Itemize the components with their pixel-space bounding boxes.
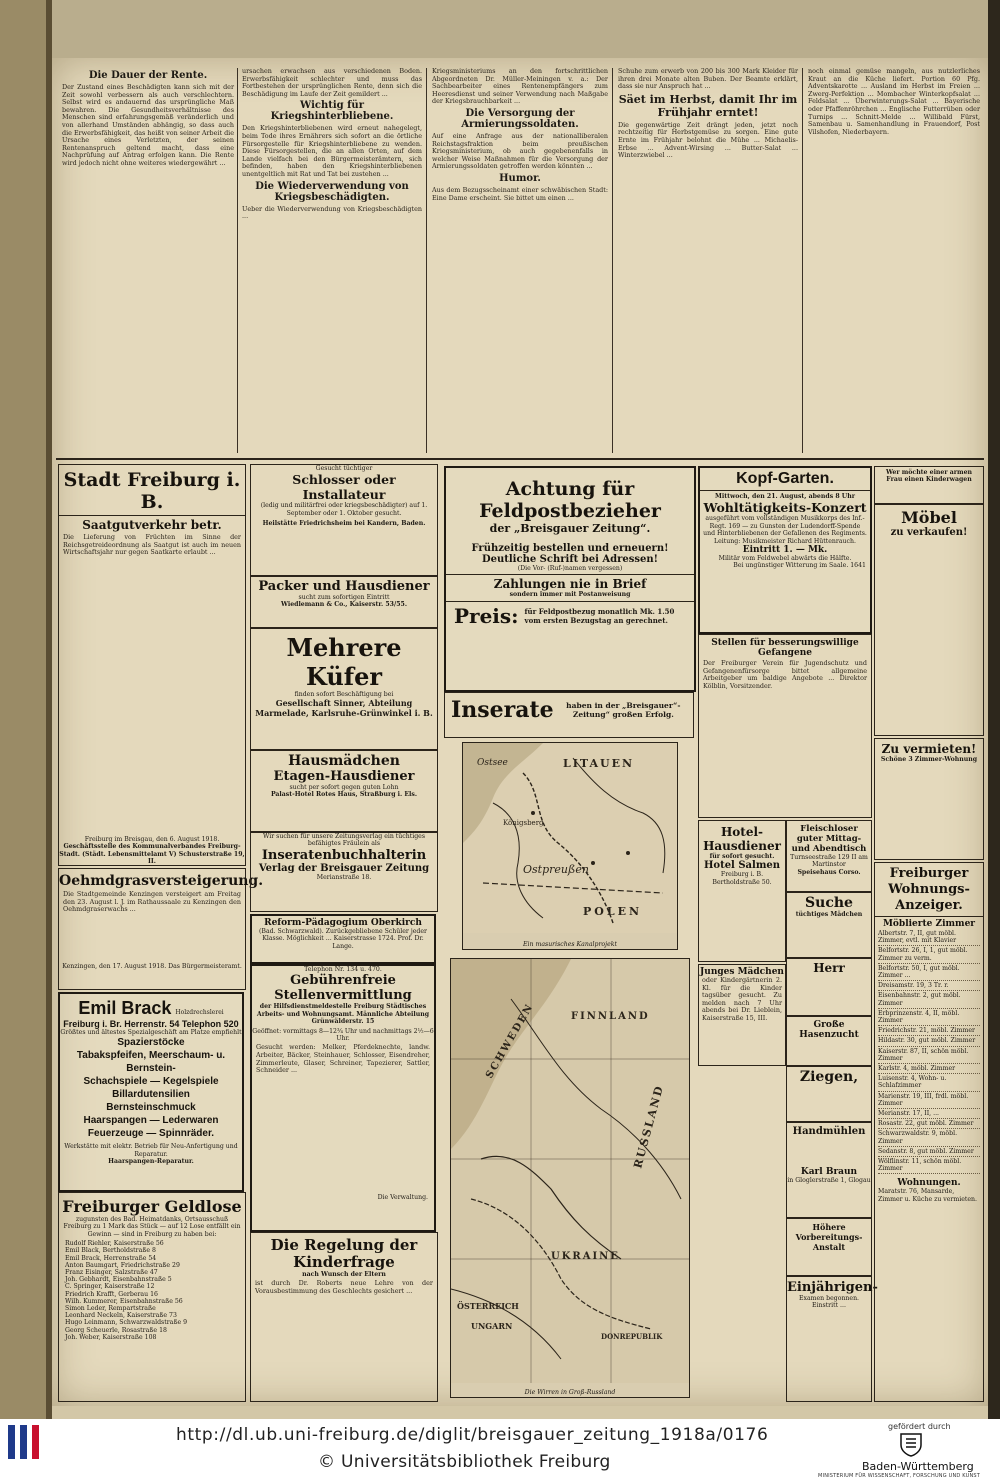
ad-body: finden sofort Beschäftigung bei <box>294 691 394 698</box>
ad-address: in Gloglerstraße 1, Glogau <box>787 1177 871 1184</box>
ad-kuefer <box>250 628 438 750</box>
list-item: Luisenstr. 4, Wohn- u. Schlafzimmer <box>878 1074 980 1091</box>
ad-title: Kopf-Garten. <box>736 470 834 487</box>
list-item: Rudolf Riehler, Kaiserstraße 56 <box>65 1240 164 1248</box>
ad-packer <box>250 576 438 628</box>
ad-firm: Gesellschaft Sinner, Abteilung Marmelade, Karlsruhe-Grünwinkel i. B. <box>255 698 433 719</box>
ad-title: Große Hasenzucht <box>799 1020 859 1040</box>
ad-title: Die Regelung der Kinderfrage <box>270 1236 418 1271</box>
list-item: Schwarzwaldstr. 9, möbl. Zimmer <box>878 1129 980 1146</box>
right-shadow-edge <box>988 0 1000 1419</box>
ad-title: Inserate <box>451 697 554 723</box>
map-label: POLEN <box>583 905 643 918</box>
funded-by-label: gefördert durch <box>888 1422 951 1431</box>
ad-body: Die Stadtgemeinde Kenzingen versteigert am Freitag den 23. August l. J. im Rathaussaale zu Kenzingen den Oehmdgraserwachs ... <box>63 890 244 914</box>
column-3-top <box>432 67 611 458</box>
ad-title: Handmühlen <box>792 1126 866 1137</box>
ad-firm: Karl Braun <box>800 1167 858 1177</box>
ad-title: Ziegen, <box>799 1069 859 1085</box>
article-body: Schuhe zum erwerb von 200 bis 300 Mark Kleider für ihren drei Monate alten Buben. Der Beamte erklärt, dass sie nur Anspruch hat ... <box>618 67 801 91</box>
map-label: FINNLAND <box>571 1011 650 1022</box>
scan-top-margin <box>0 0 1000 58</box>
ad-sign: Kenzingen, den 17. August 1918. Das Bürgermeisteramt. <box>62 963 242 970</box>
column-rule <box>237 68 238 453</box>
ad-title: Oehmdgrasversteigerung. <box>59 873 264 889</box>
ad-address: Freiburg i. B. Bertholdstraße 50. <box>712 871 772 886</box>
ad-title: Einjährigen- <box>787 1280 878 1295</box>
ad-stellenvermittlung <box>250 964 436 1232</box>
list-item: Karlstr. 4, möbl. Zimmer <box>878 1064 980 1074</box>
column-4-top <box>618 67 801 458</box>
ad-title: Junges Mädchen <box>700 967 784 977</box>
map-masurisches-kanalprojekt <box>462 742 678 950</box>
article-body: Kriegsministeriums an den fortschrittlichen Abgeordneten Dr. Müller-Meiningen v. a.: Der Sachbearbeiter eines Rentenempfängers zum Heeresdienst und seiner Verwendung nach Maßgabe der Kriegsbrauchbarkeit ... <box>432 67 611 106</box>
article-body: Den Kriegshinterbliebenen wird erneut nahegelegt, beim Tode ihres Ernährers sich sofort an die örtliche Fürsorgestelle für Kriegshinterbliebene zu wenden. Diese Fürsorgestellen, die an allen Orten, auf dem Lande vielfach bei den Bürgermeisterämtern, sich befinden, haben den Kriegshinterbliebenen unentgeltlich mit Rat und Tat bei zustehen ... <box>242 124 425 178</box>
ad-schlosser <box>250 464 438 576</box>
article-title: Die Dauer der Rente. <box>88 70 208 81</box>
ad-title: Freiburger Wohnungs-Anzeiger. <box>888 866 970 913</box>
logo-bar <box>8 1425 15 1459</box>
ad-phone: Telephon Nr. 134 u. 470. <box>304 966 382 973</box>
map-label: SCHWEDEN <box>484 1001 537 1081</box>
article-title: Humor. <box>499 172 541 184</box>
ad-address: Merianstraße 18. <box>316 873 372 881</box>
list-item: Wilh. Kummerer, Eisenbahnstraße 56 <box>65 1297 183 1305</box>
ad-line: Größtes und ältestes Spezialgeschäft am Platze empfiehlt <box>60 1029 242 1036</box>
ad-inserate <box>444 692 694 738</box>
archive-footer <box>0 1419 1000 1479</box>
ad-line: sondern immer mit Postanweisung <box>509 591 631 599</box>
map-label: RUSSLAND <box>631 1083 667 1170</box>
ad-hotel-hausdiener <box>698 820 786 962</box>
ad-subtitle: zu verkaufen! <box>890 527 968 538</box>
ad-line: Zahlungen nie in Brief <box>493 577 647 592</box>
list-item: Friedrich Krafft, Gerberau 16 <box>65 1290 158 1298</box>
ad-firm: Hotel Salmen <box>703 860 781 872</box>
ad-event: Wohltätigkeits-Konzert <box>703 500 867 516</box>
book-binding-edge <box>0 0 52 1419</box>
ad-suche-maedchen <box>786 892 872 958</box>
article-body: Ueber die Wiederverwendung von Kriegsbeschädigten ... <box>242 204 425 221</box>
ad-header: Gesucht tüchtiger <box>315 465 373 472</box>
coat-of-arms-icon <box>897 1431 925 1457</box>
ad-line: Frühzeitig bestellen und erneuern! <box>471 543 669 554</box>
ad-hausmaedchen <box>250 750 438 832</box>
list-item: Simon Leder, Rempartstraße <box>65 1305 156 1313</box>
ad-body: Gesucht werden: Melker, Pferdeknechte, landw. Arbeiter, Bäcker, Steinhauer, Schlosser, Eisendreher, Zimmerleute, Glaser, Schreiner, Tapezierer, Sattler, Schneider ... <box>256 1043 433 1075</box>
article-body: Die gegenwärtige Zeit drängt jeden, jetzt noch rechtzeitig für Herbstgemüse zu sorgen. Eine gute Ernte im Frühjahr belohnt die Mühe ... Michaelis-Erbse ... Advent-Wirsing ... Butter-Salat ... Winterzwiebel ... <box>618 120 801 160</box>
ad-title: Hotel-Hausdiener <box>703 825 781 853</box>
list-item: Belfortstr. 50, I, gut möbl. Zimmer ... <box>878 964 980 981</box>
list-item: Eisenbahnstr. 2, gut möbl. Zimmer <box>878 991 980 1008</box>
price-text: für Feldpostbezug monatlich Mk. 1.50 vom ersten Bezugstag an gerechnet. <box>524 606 675 625</box>
ad-subtitle: Saatgutverkehr betr. <box>82 518 222 532</box>
ministry-label: MINISTERIUM FÜR WISSENSCHAFT, FORSCHUNG UND KUNST <box>818 1473 981 1479</box>
map-caption: Ein masurisches Kanalprojekt <box>523 940 617 948</box>
section-heading: Möblierte Zimmer <box>882 919 976 929</box>
column-rule <box>802 68 803 453</box>
ad-price: Eintritt 1. — Mk. <box>742 545 828 556</box>
ad-body: (Bad. Schwarzwald). Zurückgebliebene Schüler jeder Klasse. Möglichkeit ... Kaiserstrasse 1724. Prof. Dr. Lange. <box>259 928 427 950</box>
ad-office: Geschäftsstelle des Kommunalverbandes Freiburg-Stadt. (Städt. Lebensmittelamt V) Schusterstraße 19, II. <box>59 843 245 866</box>
ad-kinderwagen <box>874 466 984 504</box>
ad-footer: Werkstätte mit elektr. Betrieb für Neu-Anfertigung und Reparatur. <box>64 1143 238 1158</box>
ad-body: Wir suchen für unsere Zeitungsverlag ein tüchtiges befähigtes Fräulein als <box>263 833 425 848</box>
ad-body: oder Kindergärtnerin 2. Kl. für die Kinder tagsüber gesucht. Zu melden nach 7 Uhr abends bei Dr. Lieblein, Kaiserstraße 15, III. <box>702 976 785 1022</box>
list-item: Franz Eisinger, Salzstraße 47 <box>65 1269 158 1277</box>
ad-inseratenbuchhalterin <box>250 832 438 912</box>
list-item: Emil Black, Bertholdstraße 8 <box>65 1247 156 1255</box>
map-label: Königsberg <box>503 819 544 827</box>
map-drawing <box>463 743 677 949</box>
list-item: Georg Scheuerle, Rosastraße 18 <box>65 1326 167 1334</box>
ad-besserung <box>698 634 872 818</box>
column-2-top <box>242 67 425 458</box>
ad-body: ist durch Dr. Roberts neue Lehre von der Vorausbestimmung des Geschlechts gesichert ... <box>255 1279 436 1295</box>
article-title: Die Wiederverwendung von Kriegsbeschädigten. <box>255 180 409 203</box>
list-item: Wölflinstr. 11, schön möbl. Zimmer <box>878 1157 980 1174</box>
ad-title: Mehrere Küfer <box>286 633 402 691</box>
ad-address: Turnseestraße 129 II am Martinstor <box>790 854 868 869</box>
ad-mittagstisch <box>786 820 872 892</box>
ad-body: Examen begonnen. Einstritt ... <box>798 1295 860 1310</box>
ad-title: Zu vermieten! <box>881 742 977 756</box>
list-item: Feuerzeuge — Spinnräder. <box>87 1128 215 1140</box>
ad-date: Freiburg im Breisgau, den 6. August 1918. <box>84 836 220 843</box>
ad-note: Militär vom Feldwebel abwärts die Hälfte. <box>718 555 852 563</box>
ad-title: Inseratenbuchhalterin <box>261 847 427 863</box>
ad-title: Achtung für Feldpostbezieher <box>479 478 661 522</box>
article-title: Wichtig für Kriegshinterbliebene. <box>270 100 394 123</box>
ad-subtitle: der Hilfsdienstmeldestelle Freiburg Städtisches Arbeits- und Wohnungsamt. Männliche Abteilung Grünwälderstr. 15 <box>256 1003 430 1026</box>
state-logo-text: Baden-Württemberg <box>862 1460 974 1473</box>
column-5-top <box>808 67 983 458</box>
ad-date: Mittwoch, den 21. August, abends 8 Uhr <box>715 493 855 500</box>
ad-sign: Die Verwaltung. <box>377 1194 428 1202</box>
ad-feldpost <box>444 466 696 692</box>
ad-body: Der Freiburger Verein für Jugendschutz und Gefangenenfürsorge bittet allgemeine Arbeitgeber um baldige Angebote ... Direktor Kölblin, Vorsitzender. <box>703 659 870 690</box>
ad-title: Emil Brack <box>78 998 172 1018</box>
source-url-link[interactable]: http://dl.ub.uni-freiburg.de/diglit/breisgauer_zeitung_1918a/0176 <box>176 1425 769 1445</box>
ad-subtitle: Holzdrechslerei <box>175 1009 224 1016</box>
list-item: Leonhard Neckeln, Kaiserstraße 73 <box>65 1312 177 1320</box>
ad-reform-paedagogium <box>250 914 436 964</box>
ad-emil-brack <box>58 992 244 1192</box>
ad-subtitle: haben in der „Breisgauer“-Zeitung“ großen Erfolg. <box>566 701 681 719</box>
list-item: Billardutensilien <box>112 1089 190 1101</box>
ad-line: Deutliche Schrift bei Adressen! <box>481 554 659 565</box>
list-item: Anton Baumgart, Friedrichstraße 29 <box>65 1261 180 1269</box>
list-item: Albertstr. 7, II, gut möbl. Zimmer, evtl. mit Klavier <box>878 929 980 946</box>
list-item: Rosastr. 22, gut möbl. Zimmer <box>878 1119 980 1129</box>
newspaper-page <box>52 58 988 1406</box>
column-1-top <box>62 68 237 458</box>
list-item: Dreisamstr. 19, 3 Tr. r. <box>878 981 980 991</box>
listing-list <box>875 929 983 1174</box>
ad-vorbereitung <box>786 1218 872 1276</box>
logo-bar <box>32 1425 39 1459</box>
ad-firm: Verlag der Breisgauer Zeitung <box>258 862 430 874</box>
article-body: ursachen erwachsen aus verschiedenen Boden. Erwerbsfähigkeit schlechter und muss das Fortbestehen der ursprünglichen Rente, denn sich die Beschädigung im Laufe der Zeit gemildert ... <box>242 67 425 98</box>
article-title: Die Versorgung der Armierungssoldaten. <box>461 107 579 130</box>
ad-title: Suche <box>805 895 853 911</box>
list-item: Marienstr. 19, III, frdl. möbl. Zimmer <box>878 1092 980 1109</box>
vendor-list <box>59 1238 245 1343</box>
map-label: UKRAINE <box>551 1251 620 1262</box>
article-body: Aus dem Bezugsscheinamt einer schwäbischen Stadt: Eine Dame erscheint. Sie bittet um einen ... <box>432 185 611 202</box>
ad-body: (ledig und militärfrei oder kriegsbeschädigter) auf 1. September oder 1. Oktober gesucht. <box>260 502 428 517</box>
list-item: Hugo Leinmann, Schwarzwaldstraße 9 <box>65 1319 188 1327</box>
ad-title: Fleischloser guter Mittag- und Abendtisch <box>791 824 867 854</box>
ad-address: Freiburg i. Br. Herrenstr. 54 Telephon 520 <box>63 1019 239 1029</box>
article-body: Auf eine Anfrage aus der nationalliberalen Reichstagsfraktion beim preußischen Kriegsministerium, ob auch gegebenenfalls in welcher Weise Maßnahmen für die Versorgung der Armierungssoldaten getroffen werden könnten ... <box>432 131 611 171</box>
ad-oehmdgras <box>58 868 264 990</box>
ad-kinderfrage <box>250 1232 438 1402</box>
ad-title: Wer möchte einer armen Frau einen Kinderwagen <box>885 469 973 484</box>
ad-title: Hausmädchen <box>288 753 400 769</box>
list-item: Erbprinzenstr. 4, II, möbl. Zimmer <box>878 1009 980 1026</box>
ad-title: Packer und Hausdiener <box>258 579 430 594</box>
list-item: Belfortstr. 26, I, 1, gut möbl. Zimmer zu verm. <box>878 946 980 963</box>
ad-kopf-garten <box>698 466 872 634</box>
ad-stadt-freiburg <box>58 464 246 866</box>
map-label: Ostpreußen <box>523 863 589 876</box>
ad-geldlose <box>58 1192 246 1402</box>
list-item: Haarspangen — Lederwaren <box>83 1115 219 1127</box>
ad-lead: Leitung: Musikmeister Richard Hüttenrauch. <box>714 537 856 545</box>
ad-subtitle: für sofort gesucht. <box>709 853 775 860</box>
ad-line: (Die Vor- (Ruf-)namen vergessen) <box>517 565 623 572</box>
list-item: Joh. Gebhardt, Eisenbahnstraße 5 <box>65 1276 172 1284</box>
ad-title: Stellen für besserungswillige Gefangene <box>711 638 859 658</box>
ad-subtitle: Schöne 3 Zimmer-Wohnung <box>880 756 978 763</box>
map-label: UNGARN <box>471 1321 513 1331</box>
ad-hours: Geöffnet: vormittags 8—12¾ Uhr und nachmittags 2½—6 Uhr. <box>252 1027 434 1043</box>
list-item: Spazierstöcke <box>117 1037 185 1049</box>
section-heading: Wohnungen. <box>897 1178 961 1189</box>
ad-body: Die Lieferung von Früchten im Sinne der Reichsgetreideordnung als Saatgut ist auch im neuen Wirtschaftsjahr nur gegen Saatkarte erlaubt ... <box>63 533 244 557</box>
list-item: Joh. Weber, Kaiserstraße 108 <box>65 1333 157 1341</box>
list-item: Emil Brack, Herrenstraße 54 <box>65 1254 157 1262</box>
ad-title: Gebührenfreie Stellenvermittlung <box>274 973 412 1004</box>
map-label: DONREPUBLIK <box>601 1332 663 1341</box>
ad-item-list <box>60 1036 242 1140</box>
ad-footer-2: Haarspangen-Reparatur. <box>108 1158 194 1166</box>
ad-wohnungs-anzeiger <box>874 862 984 1402</box>
ad-handmuehlen <box>786 1122 872 1218</box>
ad-firm: Heilstätte Friedrichsheim bei Kandern, Baden. <box>262 520 426 528</box>
logo-bar <box>20 1425 27 1459</box>
ad-title: Reform-Pädagogium Oberkirch <box>264 918 422 928</box>
column-rule <box>426 68 427 453</box>
map-label: LITAUEN <box>563 757 635 770</box>
ad-zu-vermieten <box>874 738 984 860</box>
map-gross-russland <box>450 958 690 1398</box>
list-item: Kaiserstr. 87, II, schön möbl. Zimmer <box>878 1047 980 1064</box>
ad-title: Möbel <box>901 508 957 527</box>
ad-body: zugunsten des Bad. Heimatdanks, Ortsausschuß Freiburg zu 1 Mark das Stück — auf 12 Lose entfällt ein Gewinn — sind in Freiburg zu haben bei: <box>63 1216 241 1238</box>
ad-title: Freiburger Geldlose <box>62 1197 242 1216</box>
list-item: Bernsteinschmuck <box>106 1102 196 1114</box>
article-body: Der Zustand eines Beschädigten kann sich mit der Zeit sowohl verbessern als auch verschlechtern. Selbst wird es andauernd das ursprüngliche Maß bewahren. Die Gesundheitsverhältnisse des Menschen sind erfahrungsgemäß veränderlich und von allerhand Umständen abhängig, so dass auch die Erwerbsfähigkeit, das heißt von seiner Arbeit die Ursache eines Verletzten, der seinen Rentenanspruch geltend macht, dass eine Nachprüfung auf Antrag erfolgen kann. Die Rente wird jedoch nicht ohne weiteres wiedergewährt ... <box>62 83 237 167</box>
ad-title-2: Etagen-Hausdiener <box>273 769 415 784</box>
article-body: noch einmal gemüse mangeln, aus nutzlerliches Kraut an die Küche liefert. Portion 60 Pfg. Adventskarotte ... Ausland im Herbst im Freien ... Zwerg-Perfektion ... Mombacher Winterkopfsalat ... Feldsalat ... Überwinterungs-Salat ... Bayerische oder Pfaffenröhrchen ... Englische Futterrüben oder Turnips ... Schnitt-Melde ... Willibald Fürst, Samenbau u. Samenhandlung in Frauendorf, Post Vilshofen, Niederbayern. <box>808 67 983 136</box>
ad-title: Stadt Freiburg i. B. <box>63 469 241 513</box>
ad-body: sucht zum sofortigen Eintritt <box>298 594 390 601</box>
price-label: Preis: <box>454 603 519 628</box>
ad-note-2: Bei ungünstiger Witterung im Saale. 1641 <box>733 562 866 570</box>
map-label: ÖSTERREICH <box>457 1301 519 1311</box>
ad-ziegen <box>786 1066 872 1122</box>
ad-hasenzucht <box>786 1016 872 1066</box>
ad-title: Höhere Vorbereitungs-Anstalt <box>795 1222 863 1252</box>
ad-subtitle: tüchtiges Mädchen <box>795 911 863 918</box>
ad-junges-maedchen <box>698 964 786 1066</box>
list-item: C. Springer, Kaiserstraße 12 <box>65 1283 155 1291</box>
ad-body: ausgeführt vom vollständigen Musikkorps des Inf.-Regt. 169 — zu Gunsten der Ludendorff-Spende und Hinterbliebenen der Gefallenen des Regiments. <box>703 515 867 538</box>
listing-item: Maratstr. 76, Mansarde, Zimmer u. Küche zu vermieten. <box>878 1188 978 1203</box>
list-item: Merianstr. 17, II, ... <box>878 1109 980 1119</box>
list-item: Tabakspfeifen, Meerschaum- u. Bernstein- <box>76 1050 226 1075</box>
column-rule <box>612 68 613 453</box>
ad-einjaehrigen <box>786 1276 878 1402</box>
map-caption: Die Wirren in Groß-Russland <box>524 1388 616 1396</box>
ad-firm: Speisehaus Corso. <box>797 868 861 876</box>
list-item: Sedanstr. 8, gut möbl. Zimmer <box>878 1147 980 1157</box>
article-title: Säet im Herbst, damit Ihr im Frühjahr erntet! <box>618 92 798 119</box>
map-label: Ostsee <box>477 758 508 768</box>
ad-moebel <box>874 504 984 736</box>
list-item: Friedrichstr. 21, möbl. Zimmer <box>878 1026 980 1036</box>
map-drawing <box>451 959 689 1383</box>
copyright-notice: © Universitätsbibliothek Freiburg <box>318 1452 611 1472</box>
ad-firm: Palast-Hotel Rotes Haus, Straßburg i. Els. <box>270 791 418 799</box>
ad-firm: Wiedlemann & Co., Kaiserstr. 53/55. <box>281 601 407 609</box>
list-item: Schachspiele — Kegelspiele <box>83 1076 219 1088</box>
section-divider <box>56 458 984 460</box>
ad-herr <box>786 958 872 1016</box>
ad-subtitle: der „Breisgauer Zeitung“. <box>489 522 651 535</box>
ad-body: sucht per sofort gegen guten Lohn <box>289 784 399 791</box>
ad-title: Herr <box>813 961 845 975</box>
ad-title: Schlosser oder Installateur <box>292 472 396 503</box>
ad-subtitle: nach Wunsch der Eltern <box>302 1271 386 1278</box>
list-item: Hildastr. 30, gut möbl. Zimmer <box>878 1036 980 1046</box>
